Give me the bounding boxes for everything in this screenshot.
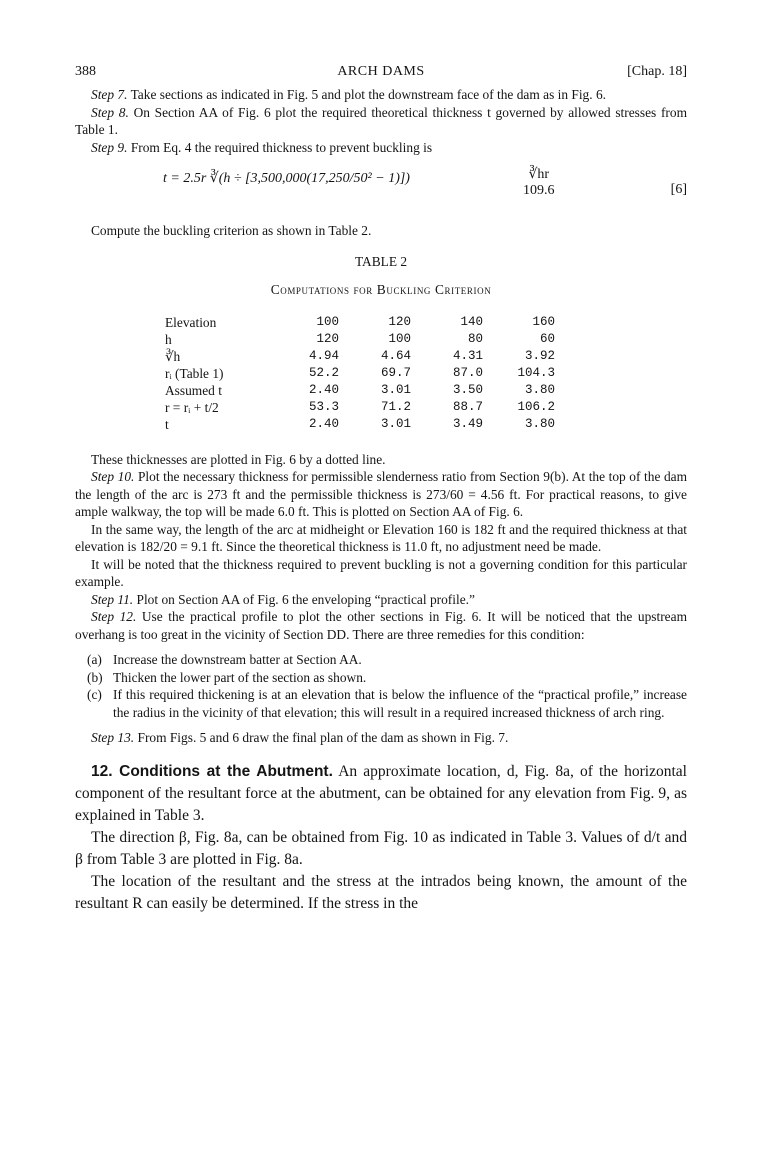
paragraph: These thicknesses are plotted in Fig. 6 by a dotted line. (91, 451, 386, 467)
section-heading: 12. Conditions at the Abutment. (91, 762, 333, 780)
step-text: From Figs. 5 and 6 draw the final plan of the dam as shown in Fig. 7. (137, 730, 509, 745)
table-row (165, 382, 563, 399)
list-item-label: (c) (87, 687, 102, 702)
step-12-paragraph (75, 608, 687, 643)
running-title: ARCH DAMS (337, 64, 425, 79)
list-item-text: Increase the downstream batter at Section AA. (113, 652, 362, 667)
table-cell: 3.80 (524, 416, 555, 431)
step-label: Step 12. (91, 609, 137, 624)
table-cell: 120 (316, 331, 339, 346)
chapter-label: [Chap. 18] (627, 64, 687, 79)
list-item (75, 669, 687, 687)
step-label: Step 7. (91, 87, 128, 102)
row-label: r = rᵢ + t/2 (165, 399, 219, 415)
table-cell: 52.2 (308, 365, 339, 380)
step-9-paragraph (75, 139, 687, 157)
list-item (75, 651, 687, 669)
table-cell: 120 (388, 314, 411, 329)
row-label: t (165, 416, 169, 432)
table-caption: TABLE 2 (354, 253, 408, 269)
table-cell: 3.80 (524, 382, 555, 397)
step-8-paragraph (75, 104, 687, 139)
table-cell: 53.3 (308, 399, 339, 414)
step-label: Step 8. (91, 104, 129, 120)
equation-number: [6] (670, 182, 687, 197)
step-text: Plot on Section AA of Fig. 6 the enveloping “practical profile.” (136, 591, 475, 607)
row-label: rᵢ (Table 1) (165, 365, 224, 381)
table-cell: 160 (532, 314, 555, 329)
steps-top (75, 86, 687, 156)
step-text: Use the practical profile to plot the other sections in Fig. 6. It will be noticed that the upstream overhang is too great in the vicinity of Section DD. There are three remedies for this condition: (75, 609, 687, 642)
table-row (165, 348, 563, 365)
paragraph: The direction β, Fig. 8a, can be obtained from Fig. 10 as indicated in Table 3. Values of d/t and β from Table 3 are plotted in Fig. 8a. (75, 828, 687, 868)
table-row (165, 314, 563, 331)
table-cell: 3.92 (524, 348, 555, 363)
step-label: Step 13. (91, 730, 135, 745)
list-item-text: If this required thickening is at an elevation that is below the influence of the “practical profile,” increase the radius in the vicinity of that elevation; this will result in a required increased thickness of arch ring. (113, 687, 687, 720)
list-item-label: (b) (87, 669, 103, 685)
compute-sentence: Compute the buckling criterion as shown in Table 2. (91, 223, 372, 238)
equation-6 (75, 162, 687, 218)
step-label: Step 11. (91, 591, 134, 607)
step-label: Step 9. (91, 139, 128, 155)
list-item-label: (a) (87, 652, 102, 667)
row-label: Elevation (165, 314, 217, 330)
buckling-table (165, 314, 563, 433)
equation-main: t = 2.5r ∛(h ÷ [3,500,000(17,250/50² − 1)]) (163, 171, 410, 186)
table-title: Computations for Buckling Criterion (270, 281, 492, 297)
step-text: On Section AA of Fig. 6 plot the required theoretical thickness t governed by allowed stresses from Table 1. (75, 104, 687, 137)
table-cell: 140 (460, 314, 483, 329)
step-10-paragraph (75, 468, 687, 521)
step-13-paragraph (75, 729, 687, 747)
section-12 (75, 761, 687, 915)
table-cell: 60 (539, 331, 555, 346)
table-cell: 3.50 (452, 382, 483, 397)
table-cell: 87.0 (452, 365, 483, 380)
remedies-list (75, 651, 687, 721)
row-label: Assumed t (165, 382, 222, 398)
table-cell: 104.3 (517, 365, 555, 380)
table-cell: 80 (467, 331, 483, 346)
page-number: 388 (75, 64, 96, 79)
table-cell: 4.94 (308, 348, 339, 363)
paragraph: It will be noted that the thickness required to prevent buckling is not a governing condition for this particular example. (75, 556, 687, 589)
book-page (75, 64, 687, 915)
running-header (75, 64, 687, 86)
equation-rhs-denominator: 109.6 (523, 183, 555, 198)
table-cell: 71.2 (380, 399, 411, 414)
table-cell: 4.31 (452, 348, 483, 363)
table-cell: 4.64 (380, 348, 411, 363)
list-item-text: Thicken the lower part of the section as shown. (113, 669, 367, 685)
body-text (75, 451, 687, 747)
table-cell: 69.7 (380, 365, 411, 380)
section-text: An approximate location, d, Fig. 8a, of the horizontal component of the resultant force at the abutment, can be obtained for any elevation from Fig. 9, as explained in Table 3. (75, 762, 687, 824)
row-label: ∛h (165, 348, 181, 364)
equation-rhs-numerator: ∛hr (528, 167, 550, 182)
equation-rhs-fraction (523, 166, 555, 199)
paragraph: The location of the resultant and the stress at the intrados being known, the amount of the resultant R can easily be determined. If the stress in the (75, 872, 687, 912)
table-cell: 106.2 (517, 399, 555, 414)
table-row (165, 365, 563, 382)
table-cell: 100 (316, 314, 339, 329)
step-label: Step 10. (91, 469, 135, 484)
step-text: From Eq. 4 the required thickness to prevent buckling is (130, 139, 433, 155)
section-12-paragraph (75, 761, 687, 827)
table-cell: 2.40 (308, 416, 339, 431)
table-row (165, 416, 563, 433)
step-text: Plot the necessary thickness for permissible slenderness ratio from Section 9(b). At the top of the dam the length of the arc is 273 ft and the permissible thickness is 273/60 = 4.56 ft. For practical reasons, to give ample walkway, the top will be made 6.0 ft. This is plotted on Section AA of Fig. 6. (75, 469, 688, 519)
table-cell: 100 (388, 331, 411, 346)
table-cell: 3.49 (452, 416, 483, 431)
table-cell: 2.40 (308, 382, 339, 397)
row-label: h (165, 331, 172, 347)
table-cell: 3.01 (380, 382, 411, 397)
list-item (75, 686, 687, 721)
step-11-paragraph (75, 591, 687, 609)
table-cell: 88.7 (452, 399, 483, 414)
step-text: Take sections as indicated in Fig. 5 and plot the downstream face of the dam as in Fig. 6. (130, 87, 606, 102)
paragraph: In the same way, the length of the arc at midheight or Elevation 160 is 182 ft and the required thickness at that elevation is 182/20 = 9.1 ft. Since the theoretical thickness is 11.0 ft, no adjustment need be made. (75, 521, 687, 554)
table-row (165, 331, 563, 348)
table-cell: 3.01 (380, 416, 411, 431)
table-row (165, 399, 563, 416)
step-7-paragraph (75, 86, 687, 104)
